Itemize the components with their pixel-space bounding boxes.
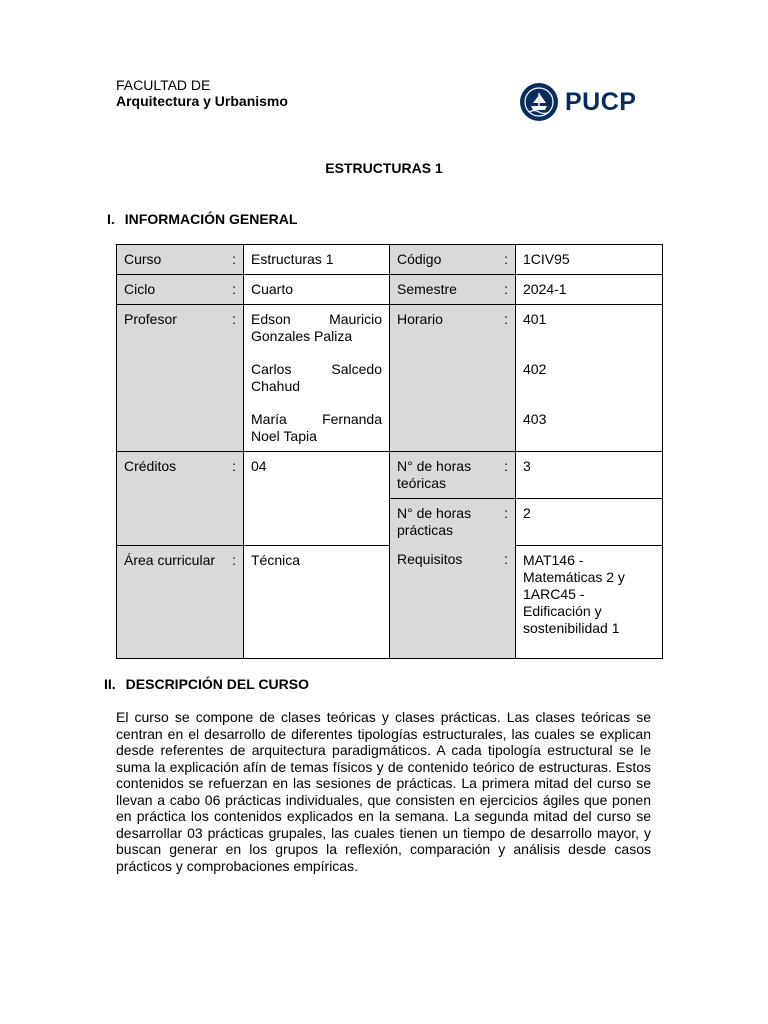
horario-value: 403 — [523, 411, 547, 427]
document-title: ESTRUCTURAS 1 — [325, 160, 443, 176]
colon: : — [232, 281, 236, 297]
section-1-heading — [107, 211, 297, 227]
curso-value: Estructuras 1 — [244, 245, 390, 275]
table-row — [117, 275, 663, 305]
ciclo-label-cell — [117, 275, 244, 305]
pucp-logo — [519, 82, 636, 122]
creditos-value: 04 — [244, 452, 390, 546]
horas-teoricas-label-cell — [390, 452, 516, 499]
faculty-line1: FACULTAD DE — [116, 77, 211, 93]
course-description: El curso se compone de clases teóricas y clases prácticas. Las clases teóricas se centran en el desarrollo de diferentes tipologías estructurales, las cuales se explican desde referentes de arquitectura paradigmáticos. A cada tipología estructural se le suma la explicación afín de temas físicos y de contenido teórico de estructuras. Estos contenidos se refuerzan en las sesiones de prácticas. La primera mitad del curso se llevan a cabo 06 prácticas individuales, que consisten en ejercicios ágiles que ponen en práctica los contenidos explicados en la semana. La segunda mitad del curso se desarrollar 03 prácticas grupales, las cuales tienen un tiempo de desarrollo mayor, y buscan generar en los grupos la reflexión, comparación y análisis desde casos prácticos y comprobaciones empíricas. — [116, 709, 651, 874]
requisitos-value: MAT146 - Matemáticas 2 y 1ARC45 - Edificación y sostenibilidad 1 — [516, 545, 663, 658]
requisitos-label-cell — [390, 545, 516, 658]
pucp-seal-icon — [519, 82, 559, 122]
requisitos-label: Requisitos — [397, 551, 463, 567]
colon: : — [504, 311, 508, 327]
ciclo-value: Cuarto — [244, 275, 390, 305]
colon: : — [232, 551, 236, 568]
profesores-cell — [244, 305, 390, 452]
table-row — [117, 545, 663, 658]
section-2-heading — [104, 676, 309, 692]
codigo-label-cell — [390, 245, 516, 275]
profesor-label-cell — [117, 305, 244, 452]
semestre-value: 2024-1 — [516, 275, 663, 305]
creditos-label: Créditos — [124, 458, 177, 474]
table-row — [117, 245, 663, 275]
section-2-title: DESCRIPCIÓN DEL CURSO — [125, 676, 309, 692]
colon: : — [232, 311, 236, 327]
creditos-label-cell — [117, 452, 244, 546]
logo-text: PUCP — [565, 87, 637, 116]
faculty-line2: Arquitectura y Urbanismo — [116, 93, 288, 109]
ciclo-label: Ciclo — [124, 281, 156, 297]
table-row — [117, 305, 663, 452]
horas-teoricas-label: N° de horas teóricas — [397, 458, 472, 491]
faculty-header — [116, 77, 288, 109]
colon: : — [232, 458, 236, 474]
horas-teoricas-value: 3 — [516, 452, 663, 499]
colon: : — [504, 281, 508, 297]
codigo-value: 1CIV95 — [516, 245, 663, 275]
section-1-number: I. — [107, 211, 115, 227]
area-value: Técnica — [244, 545, 390, 658]
horas-practicas-label: N° de horas prácticas — [397, 505, 472, 538]
horas-practicas-label-cell — [390, 499, 516, 546]
general-info-table — [116, 244, 663, 659]
horario-value: 401 — [523, 311, 547, 327]
profesor-name: Edson Mauricio Gonzales Paliza — [251, 311, 382, 344]
area-label: Área curricular — [124, 551, 216, 568]
colon: : — [504, 505, 508, 521]
codigo-label: Código — [397, 251, 442, 267]
area-label-cell — [117, 545, 244, 658]
profesor-name: María Fernanda Noel Tapia — [251, 411, 382, 444]
horario-value: 402 — [523, 361, 547, 377]
curso-label: Curso — [124, 251, 162, 267]
table-row — [117, 452, 663, 499]
colon: : — [504, 251, 508, 267]
horario-label-cell — [390, 305, 516, 452]
horas-practicas-value: 2 — [516, 499, 663, 546]
semestre-label: Semestre — [397, 281, 457, 297]
colon: : — [504, 458, 508, 474]
horario-label: Horario — [397, 311, 443, 327]
section-2-number: II. — [104, 676, 116, 692]
section-1-title: INFORMACIÓN GENERAL — [124, 211, 298, 227]
curso-label-cell — [117, 245, 244, 275]
semestre-label-cell — [390, 275, 516, 305]
colon: : — [504, 551, 508, 567]
profesor-label: Profesor — [124, 311, 177, 327]
colon: : — [232, 251, 236, 267]
profesor-name: Carlos Salcedo Chahud — [251, 361, 382, 394]
horarios-cell — [516, 305, 663, 452]
